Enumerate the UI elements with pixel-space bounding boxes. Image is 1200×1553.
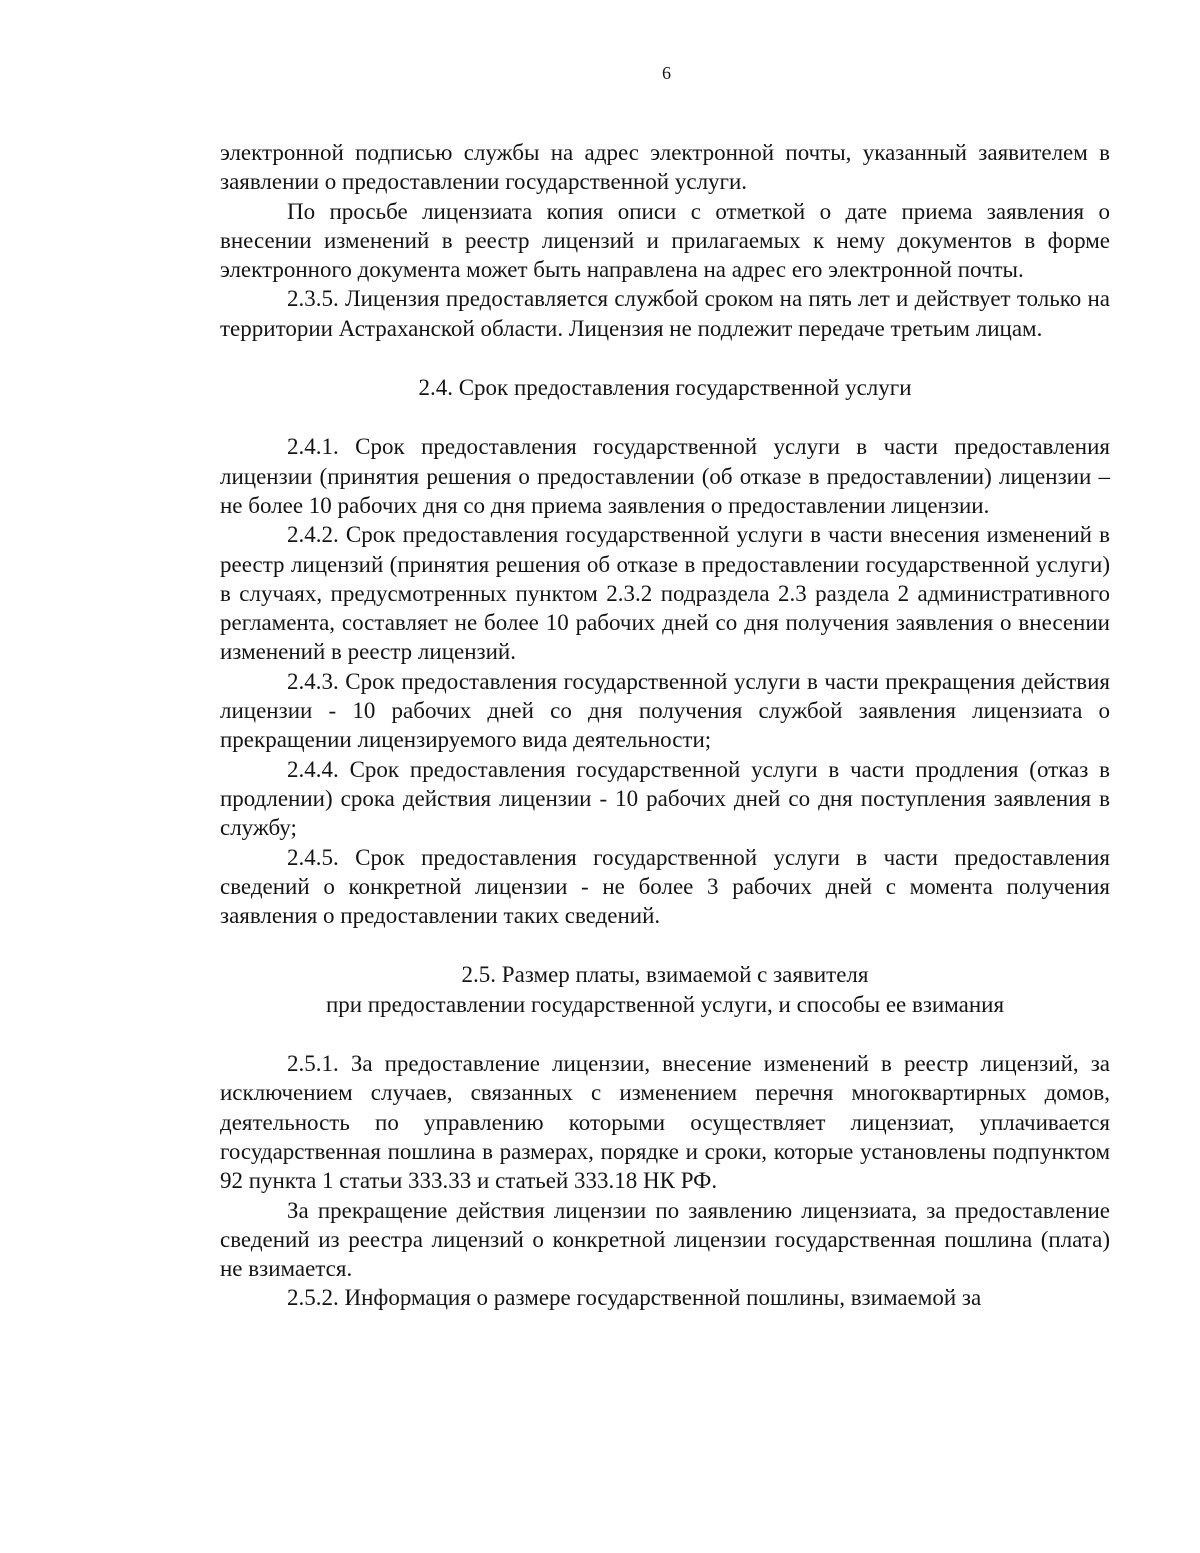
paragraph: 2.4.1. Срок предоставления государственной услуги в части предоставления лицензии (принятия решения о предоставлении (об отказе в предоставлении) лицензии – не более 10 рабочих дня со дня приема заявления о предоставлении лицензии. bbox=[220, 434, 1110, 518]
paragraph: 2.5.1. За предоставление лицензии, внесение изменений в реестр лицензий, за исключением случаев, связанных с изменением перечня многоквартирных домов, деятельность по управлению которыми осуществляет лицензиат, уплачивается государственная пошлина в размерах, порядке и сроки, которые установлены подпунктом 92 пункта 1 статьи 333.33 и статьей 333.18 НК РФ. bbox=[220, 1051, 1110, 1194]
section-heading-2-5-line1: 2.5. Размер платы, взимаемой с заявителя bbox=[461, 962, 869, 988]
paragraph: 2.4.2. Срок предоставления государственной услуги в части внесения изменений в реестр лицензий (принятия решения об отказе в предоставлении государственной услуги) в случаях, предусмотренных пунктом 2.3.2 подраздела 2.3 раздела 2 административного регламента, составляет не более 10 рабочих дней со дня получения заявления о внесении изменений в реестр лицензий. bbox=[220, 522, 1110, 665]
section-heading-2-5-line2: при предоставлении государственной услуги, и способы ее взимания bbox=[325, 991, 1005, 1017]
paragraph: электронной подписью службы на адрес электронной почты, указанный заявителем в заявлении о предоставлении государственной услуги. bbox=[220, 140, 1110, 195]
page-number: 6 bbox=[662, 63, 671, 83]
paragraph: 2.4.4. Срок предоставления государственной услуги в части продления (отказ в продлении) срока действия лицензии - 10 рабочих дней со дня поступления заявления в службу; bbox=[220, 756, 1110, 841]
section-heading-2-4: 2.4. Срок предоставления государственной услуги bbox=[418, 375, 912, 401]
paragraph: 2.4.5. Срок предоставления государственной услуги в части предоставления сведений о конкретной лицензии - не более 3 рабочих дней с момента получения заявления о предоставлении таких сведений. bbox=[220, 844, 1110, 929]
paragraph: За прекращение действия лицензии по заявлению лицензиата, за предоставление сведений из реестра лицензий о конкретной лицензии государственная пошлина (плата) не взимается. bbox=[220, 1197, 1110, 1282]
paragraph: 2.3.5. Лицензия предоставляется службой сроком на пять лет и действует только на территории Астраханской области. Лицензия не подлежит передаче третьим лицам. bbox=[220, 286, 1110, 341]
document-body bbox=[220, 138, 1110, 1313]
paragraph: По просьбе лицензиата копия описи с отметкой о дате приема заявления о внесении изменений в реестр лицензий и прилагаемых к нему документов в форме электронного документа может быть направлена на адрес его электронной почты. bbox=[220, 198, 1110, 283]
paragraph: 2.5.2. Информация о размере государственной пошлины, взимаемой за bbox=[287, 1285, 982, 1311]
paragraph: 2.4.3. Срок предоставления государственной услуги в части прекращения действия лицензии - 10 рабочих дней со дня получения службой заявления лицензиата о прекращении лицензируемого вида деятельности; bbox=[220, 668, 1110, 753]
